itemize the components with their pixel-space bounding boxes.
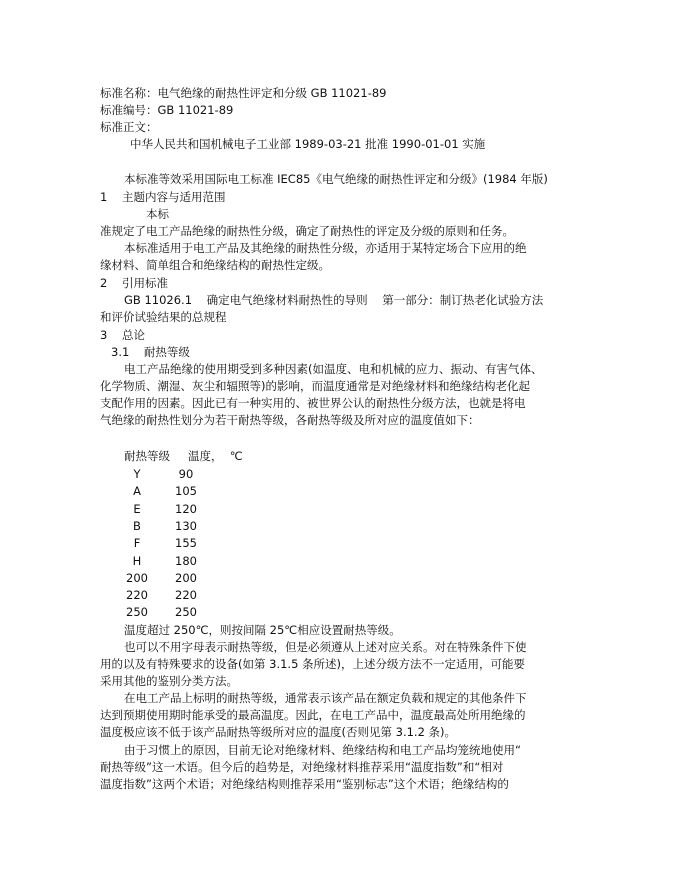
section-3-1-heading: 3.1 耐热等级 (111, 345, 190, 359)
section-1-line-2: 本标准适用于电工产品及其绝缘的耐热性分级，亦适用于某特定场合下应用的绝 (124, 241, 527, 255)
table-cell-temperature: 220 (175, 588, 197, 602)
standard-number-line (100, 102, 233, 119)
section-3-line-1: 电工产品绝缘的使用期受到多种因素(如温度、电和机械的应力、振动、有害气体、 (124, 362, 543, 376)
standard-name-label: 标准名称： (100, 86, 158, 100)
section-3-line-2: 化学物质、潮湿、灰尘和辐照等)的影响，而温度通常是对绝缘材料和绝缘结构老化起 (100, 379, 530, 393)
after-table-line-7: 温度极应该不低于该产品耐热等级所对应的温度(否则见第 3.1.2 条)。 (100, 725, 457, 739)
table-cell-temperature: 155 (175, 536, 197, 550)
table-cell-class: 200 (126, 571, 148, 585)
after-table-line-5: 在电工产品上标明的耐热等级，通常表示该产品在额定负载和规定的其他条件下 (124, 691, 527, 705)
section-2-heading: 2 引用标准 (100, 276, 168, 290)
standard-body-label: 标准正文： (100, 120, 158, 134)
standard-name-value: 电气绝缘的耐热性评定和分级 GB 11021-89 (157, 86, 387, 100)
section-3-line-3: 支配作用的因素。因此已有一种实用的、被世界公认的耐热性分级方法，也就是将电 (100, 396, 526, 410)
table-cell-temperature: 130 (175, 519, 197, 533)
table-cell-class: H (132, 554, 142, 568)
table-cell-class: F (133, 536, 141, 550)
after-table-line-4: 采用其他的鉴别分类方法。 (100, 674, 238, 688)
section-1-line-1: 准规定了电工产品绝缘的耐热性分级，确定了耐热性的评定及分级的原则和任务。 (100, 224, 514, 238)
standard-number-value: GB 11021-89 (157, 103, 234, 117)
standard-number-label: 标准编号： (100, 103, 158, 117)
section-1-line-3: 缘材料、简单组合和绝缘结构的耐热性定级。 (100, 258, 330, 272)
after-table-line-2: 也可以不用字母表示耐热等级，但是必须遵从上述对应关系。对在特殊条件下使 (124, 640, 527, 654)
table-cell-temperature: 90 (178, 467, 194, 481)
after-table-line-8: 由于习惯上的原因，目前无论对绝缘材料、绝缘结构和电工产品均笼统地使用“ (124, 743, 521, 757)
table-header-class: 耐热等级 (124, 449, 170, 463)
table-cell-temperature: 105 (175, 484, 197, 498)
intro-paragraph: 本标准等效采用国际电工标准 IEC85《电气绝缘的耐热性评定和分级》(1984 年版) (124, 172, 548, 186)
section-1-fragment: 本标 (146, 207, 169, 221)
table-cell-temperature: 250 (175, 605, 197, 619)
table-cell-class: E (133, 502, 141, 516)
table-header-temperature: 温度， ℃ (188, 449, 243, 463)
table-cell-temperature: 200 (175, 571, 197, 585)
table-cell-class: 250 (126, 605, 148, 619)
table-cell-class: 220 (126, 588, 148, 602)
after-table-line-6: 达到预期使用期时能承受的最高温度。因此，在电工产品中，温度最高处所用绝缘的 (100, 708, 526, 722)
table-cell-temperature: 180 (175, 554, 197, 568)
table-cell-class: A (133, 484, 141, 498)
section-1-heading: 1 主题内容与适用范围 (100, 190, 226, 204)
issuer-line: 中华人民共和国机械电子工业部 1989-03-21 批准 1990-01-01 实施 (130, 137, 486, 151)
section-2-line-2: 和评价试验结果的总规程 (100, 310, 227, 324)
after-table-line-10: 温度指数”这两个术语；对绝缘结构则推荐采用“鉴别标志”这个术语；绝缘结构的 (100, 777, 509, 791)
section-2-line-1: GB 11026.1 确定电气绝缘材料耐热性的导则 第一部分：制订热老化试验方法 (124, 293, 544, 307)
after-table-line-3: 用的以及有特殊要求的设备(如第 3.1.5 条所述)，上述分级方法不一定适用，可能要 (100, 657, 526, 671)
standard-name-line (100, 85, 386, 102)
after-table-line-1: 温度超过 250℃，则按间隔 25℃相应设置耐热等级。 (124, 623, 401, 637)
section-3-heading: 3 总论 (100, 328, 145, 342)
table-cell-class: B (133, 519, 141, 533)
table-cell-class: Y (133, 467, 141, 481)
after-table-line-9: 耐热等级”这一术语。但今后的趋势是，对绝缘材料推荐采用“温度指数”和“相对 (100, 760, 504, 774)
section-3-line-4: 气绝缘的耐热性划分为若干耐热等级，各耐热等级及所对应的温度值如下： (100, 413, 480, 427)
table-cell-temperature: 120 (175, 502, 197, 516)
